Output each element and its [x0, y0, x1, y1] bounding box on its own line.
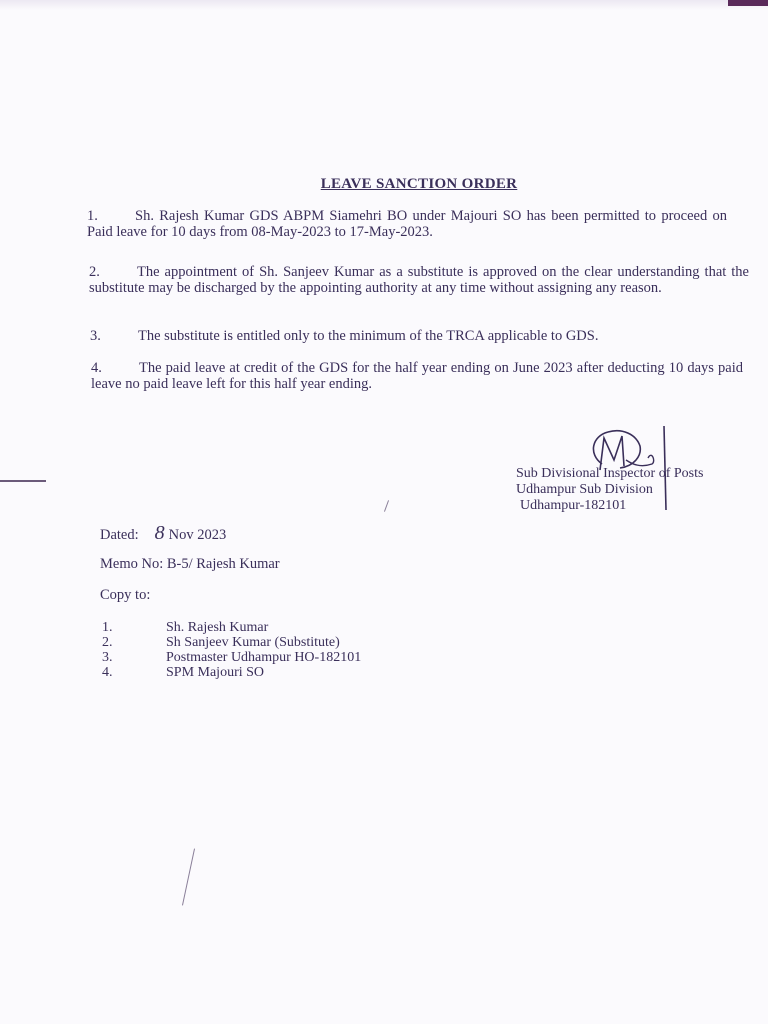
- memo-line: [100, 556, 280, 573]
- copy-to-list: [102, 620, 361, 680]
- document-title: LEAVE SANCTION ORDER: [320, 176, 518, 192]
- memo-number: B-5/ Rajesh Kumar: [166, 556, 280, 572]
- scan-top-edge: [0, 0, 768, 10]
- list-item-text: Sh. Rajesh Kumar: [166, 620, 269, 635]
- list-item-number: 1.: [102, 620, 113, 635]
- paragraph-text: Sh. Rajesh Kumar GDS ABPM Siamehri BO under Majouri SO has been permitted to proceed on Paid leave for 10 days from 08-May-2023 to 17-May-2023.: [87, 208, 727, 240]
- paragraph-number: 4.: [91, 360, 102, 376]
- paragraph-text: The substitute is entitled only to the minimum of the TRCA applicable to GDS.: [138, 328, 599, 344]
- memo-label: Memo No:: [100, 556, 164, 572]
- dated-month-year: Nov 2023: [168, 527, 227, 543]
- paragraph-3: [90, 328, 740, 344]
- scan-artifact-line: [182, 849, 195, 906]
- list-item-number: 3.: [102, 650, 113, 665]
- fold-mark: [0, 480, 46, 482]
- list-item: [102, 665, 361, 680]
- signatory-block: [516, 466, 703, 514]
- list-item-text: Postmaster Udhampur HO-182101: [166, 650, 362, 665]
- list-item-number: 2.: [102, 635, 113, 650]
- paragraph-4: [91, 360, 743, 392]
- handwritten-day: 8: [154, 522, 165, 544]
- paragraph-text: The appointment of Sh. Sanjeev Kumar as a substitute is approved on the clear understanding that the substitute may be discharged by the appointing authority at any time without assigning any reason.: [89, 264, 749, 296]
- list-item: [102, 620, 361, 635]
- signatory-office: Udhampur Sub Division: [516, 482, 653, 497]
- list-item: [102, 635, 361, 650]
- copy-to-label: Copy to:: [100, 587, 151, 603]
- list-item-text: SPM Majouri SO: [166, 665, 265, 680]
- list-item: [102, 650, 361, 665]
- paragraph-number: 2.: [89, 264, 100, 280]
- paragraph-1: [87, 208, 727, 240]
- paragraph-text: The paid leave at credit of the GDS for the half year ending on June 2023 after deducting 10 days paid leave no paid leave left for this half year ending.: [91, 360, 743, 392]
- dated-line: [100, 522, 226, 545]
- scan-artifact-mark: [384, 500, 389, 512]
- paragraph-number: 1.: [87, 208, 98, 224]
- paragraph-2: [89, 264, 749, 296]
- list-item-number: 4.: [102, 665, 113, 680]
- paragraph-number: 3.: [90, 328, 101, 344]
- list-item-text: Sh Sanjeev Kumar (Substitute): [166, 635, 340, 650]
- scan-corner-mark: [728, 0, 768, 6]
- signatory-address: Udhampur-182101: [520, 498, 627, 513]
- dated-label: Dated:: [100, 527, 139, 543]
- signatory-designation: Sub Divisional Inspector of Posts: [516, 466, 704, 481]
